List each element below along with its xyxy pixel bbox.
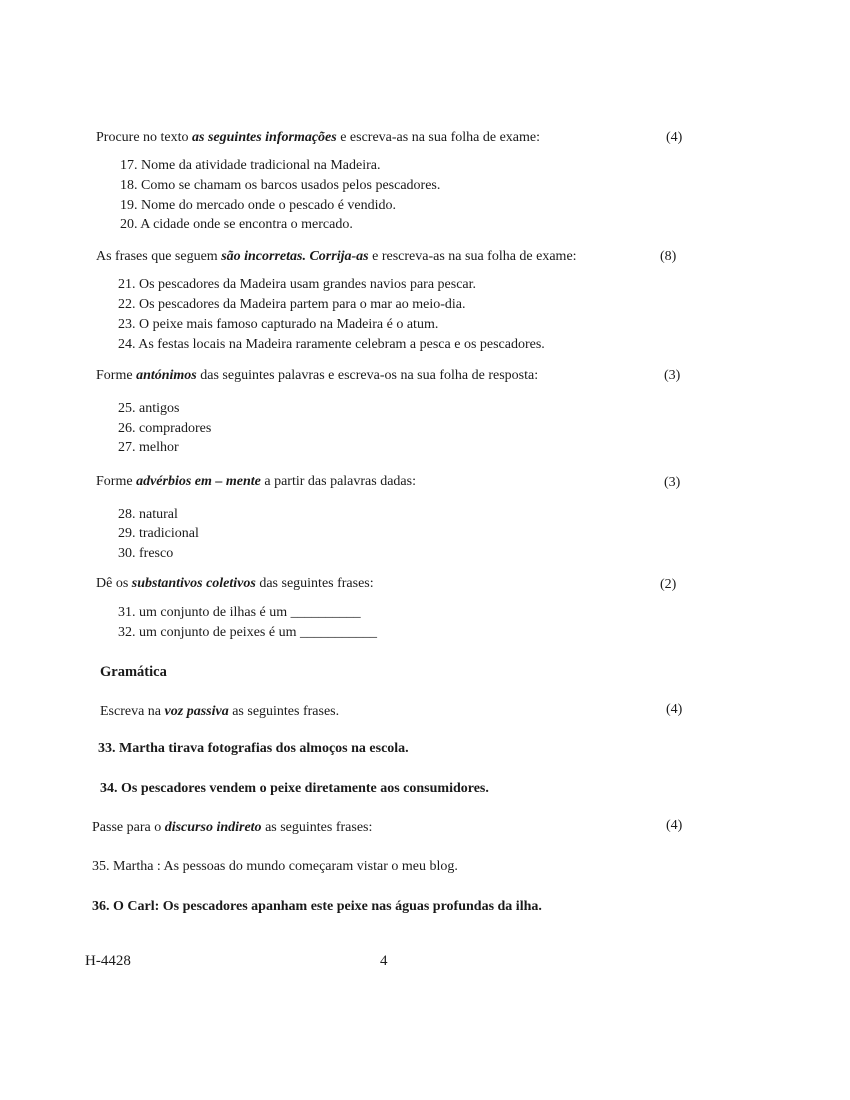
marks-section-4: (3) (664, 475, 681, 490)
question-29: 29. tradicional (118, 526, 199, 541)
question-32: 32. um conjunto de peixes é um ___________ (118, 625, 377, 640)
question-36: 36. O Carl: Os pescadores apanham este peixe nas águas profundas da ilha. (92, 899, 542, 914)
exam-code: H-4428 (85, 953, 131, 969)
question-24: 24. As festas locais na Madeira raramente celebram a pesca e os pescadores. (118, 337, 545, 352)
question-18: 18. Como se chamam os barcos usados pelos pescadores. (120, 178, 441, 193)
question-28: 28. natural (118, 507, 178, 522)
instruction-indirect-speech: Passe para o discurso indireto as seguintes frases: (92, 820, 373, 835)
marks-passive: (4) (666, 702, 683, 717)
question-30: 30. fresco (118, 546, 174, 561)
page-number: 4 (380, 953, 388, 969)
question-17: 17. Nome da atividade tradicional na Madeira. (120, 158, 381, 173)
question-31: 31. um conjunto de ilhas é um __________ (118, 605, 361, 620)
question-33: 33. Martha tirava fotografias dos almoços na escola. (98, 741, 409, 756)
question-22: 22. Os pescadores da Madeira partem para o mar ao meio-dia. (118, 297, 466, 312)
marks-section-5: (2) (660, 577, 677, 592)
instruction-antonyms: Forme antónimos das seguintes palavras e escreva-os na sua folha de resposta: (96, 368, 539, 383)
marks-section-2: (8) (660, 249, 677, 264)
question-21: 21. Os pescadores da Madeira usam grandes navios para pescar. (118, 277, 477, 292)
instruction-corrections: As frases que seguem são incorretas. Corrija-as e rescreva-as na sua folha de exame: (96, 249, 577, 264)
question-19: 19. Nome do mercado onde o pescado é vendido. (120, 198, 397, 213)
instruction-information: Procure no texto as seguintes informações e escreva-as na sua folha de exame: (96, 130, 540, 145)
marks-section-3: (3) (664, 368, 681, 383)
question-35: 35. Martha : As pessoas do mundo começaram vistar o meu blog. (92, 859, 458, 874)
question-25: 25. antigos (118, 401, 180, 416)
question-34: 34. Os pescadores vendem o peixe diretamente aos consumidores. (100, 781, 489, 796)
instruction-collective-nouns: Dê os substantivos coletivos das seguintes frases: (96, 576, 374, 591)
instruction-adverbs: Forme advérbios em – mente a partir das palavras dadas: (96, 474, 416, 489)
instruction-passive-voice: Escreva na voz passiva as seguintes frases. (100, 704, 340, 719)
marks-indirect: (4) (666, 818, 683, 833)
marks-section-1: (4) (666, 130, 683, 145)
question-20: 20. A cidade onde se encontra o mercado. (120, 217, 353, 232)
question-26: 26. compradores (118, 421, 212, 436)
grammar-heading: Gramática (100, 664, 167, 680)
question-23: 23. O peixe mais famoso capturado na Madeira é o atum. (118, 317, 439, 332)
question-27: 27. melhor (118, 440, 179, 455)
